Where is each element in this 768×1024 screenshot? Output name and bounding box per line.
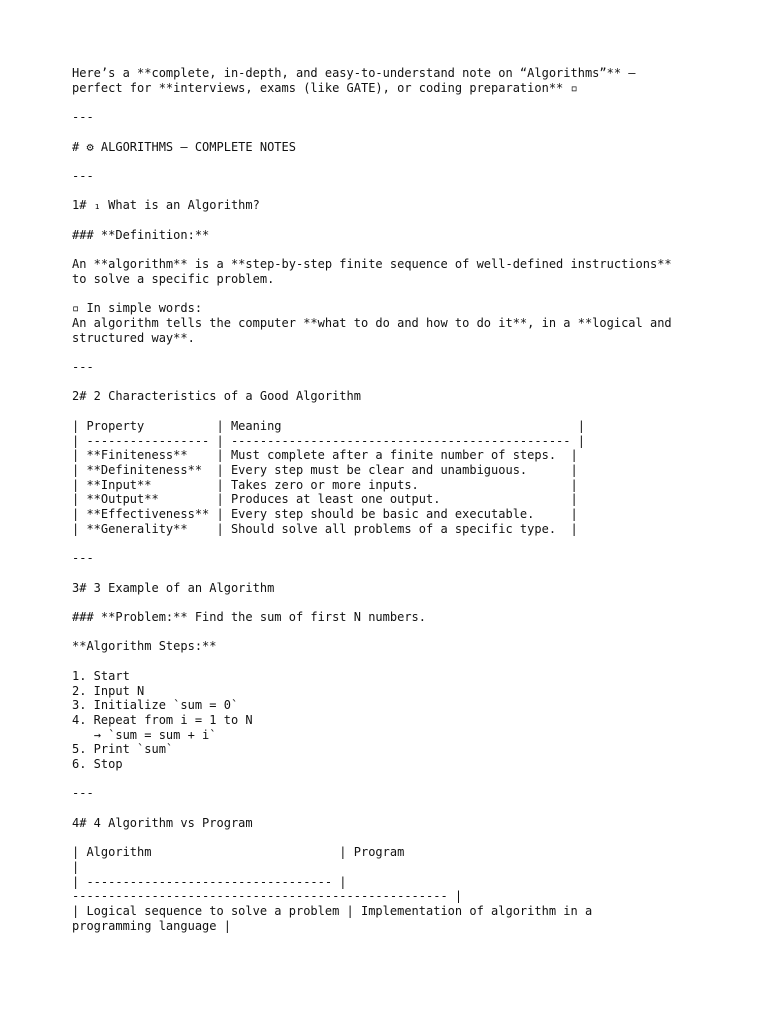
characteristics-table-row: | **Output** | Produces at least one output. |	[72, 492, 578, 507]
simple-words-line-2: structured way**.	[72, 330, 195, 345]
characteristics-table-row: | **Effectiveness** | Every step should be basic and executable. |	[72, 507, 578, 522]
step-item: 6. Stop	[72, 757, 123, 772]
simple-words-label: ▫ In simple words:	[72, 301, 203, 316]
characteristics-table-row: | **Generality** | Should solve all problems of a specific type. |	[72, 521, 578, 536]
characteristics-table-divider: | ----------------- | ----------------------------------------------- |	[72, 433, 585, 448]
problem-heading: ### **Problem:** Find the sum of first N numbers.	[72, 610, 427, 625]
algorithm-steps-label: **Algorithm Steps:**	[72, 639, 217, 654]
definition-line-2: to solve a specific problem.	[72, 271, 275, 286]
comparison-table-header: | Algorithm | Program	[72, 845, 405, 860]
characteristics-table-row: | **Definiteness** | Every step must be clear and unambiguous. |	[72, 462, 578, 477]
step-substep: → `sum = sum + i`	[72, 727, 217, 742]
comparison-table-divider: | ---------------------------------- |	[72, 874, 347, 889]
step-item: 2. Input N	[72, 683, 145, 698]
comparison-table-row: | Logical sequence to solve a problem | Implementation of algorithm in a	[72, 904, 593, 919]
characteristics-table-row: | **Finiteness** | Must complete after a finite number of steps. |	[72, 448, 578, 463]
separator: ---	[72, 551, 94, 566]
definition-heading: ### **Definition:**	[72, 227, 210, 242]
separator: ---	[72, 168, 94, 183]
step-item: 3. Initialize `sum = 0`	[72, 698, 239, 713]
comparison-table-row-cont: programming language |	[72, 918, 231, 933]
section-3-heading: 3# 3 Example of an Algorithm	[72, 580, 275, 595]
separator: ---	[72, 360, 94, 375]
step-item: 1. Start	[72, 668, 130, 683]
step-item: 4. Repeat from i = 1 to N	[72, 712, 253, 727]
definition-line-1: An **algorithm** is a **step-by-step finite sequence of well-defined instructions**	[72, 257, 672, 272]
characteristics-table-row: | **Input** | Takes zero or more inputs. |	[72, 477, 578, 492]
characteristics-table-header: | Property | Meaning |	[72, 418, 585, 433]
separator: ---	[72, 110, 94, 125]
intro-line-2: perfect for **interviews, exams (like GATE), or coding preparation** ▫	[72, 80, 578, 95]
separator: ---	[72, 786, 94, 801]
comparison-table-header-end: |	[72, 859, 80, 874]
section-4-heading: 4# 4 Algorithm vs Program	[72, 815, 253, 830]
main-heading: # ⚙ ALGORITHMS – COMPLETE NOTES	[72, 139, 296, 154]
step-item: 5. Print `sum`	[72, 742, 174, 757]
comparison-table-divider-cont: ---------------------------------------------------- |	[72, 889, 463, 904]
intro-line-1: Here’s a **complete, in-depth, and easy-to-understand note on “Algorithms”** —	[72, 66, 636, 80]
notes-body	[72, 66, 712, 933]
section-2-heading: 2# 2 Characteristics of a Good Algorithm	[72, 389, 361, 404]
simple-words-line-1: An algorithm tells the computer **what to do and how to do it**, in a **logical and	[72, 315, 672, 330]
section-1-heading: 1# ₁ What is an Algorithm?	[72, 198, 260, 213]
